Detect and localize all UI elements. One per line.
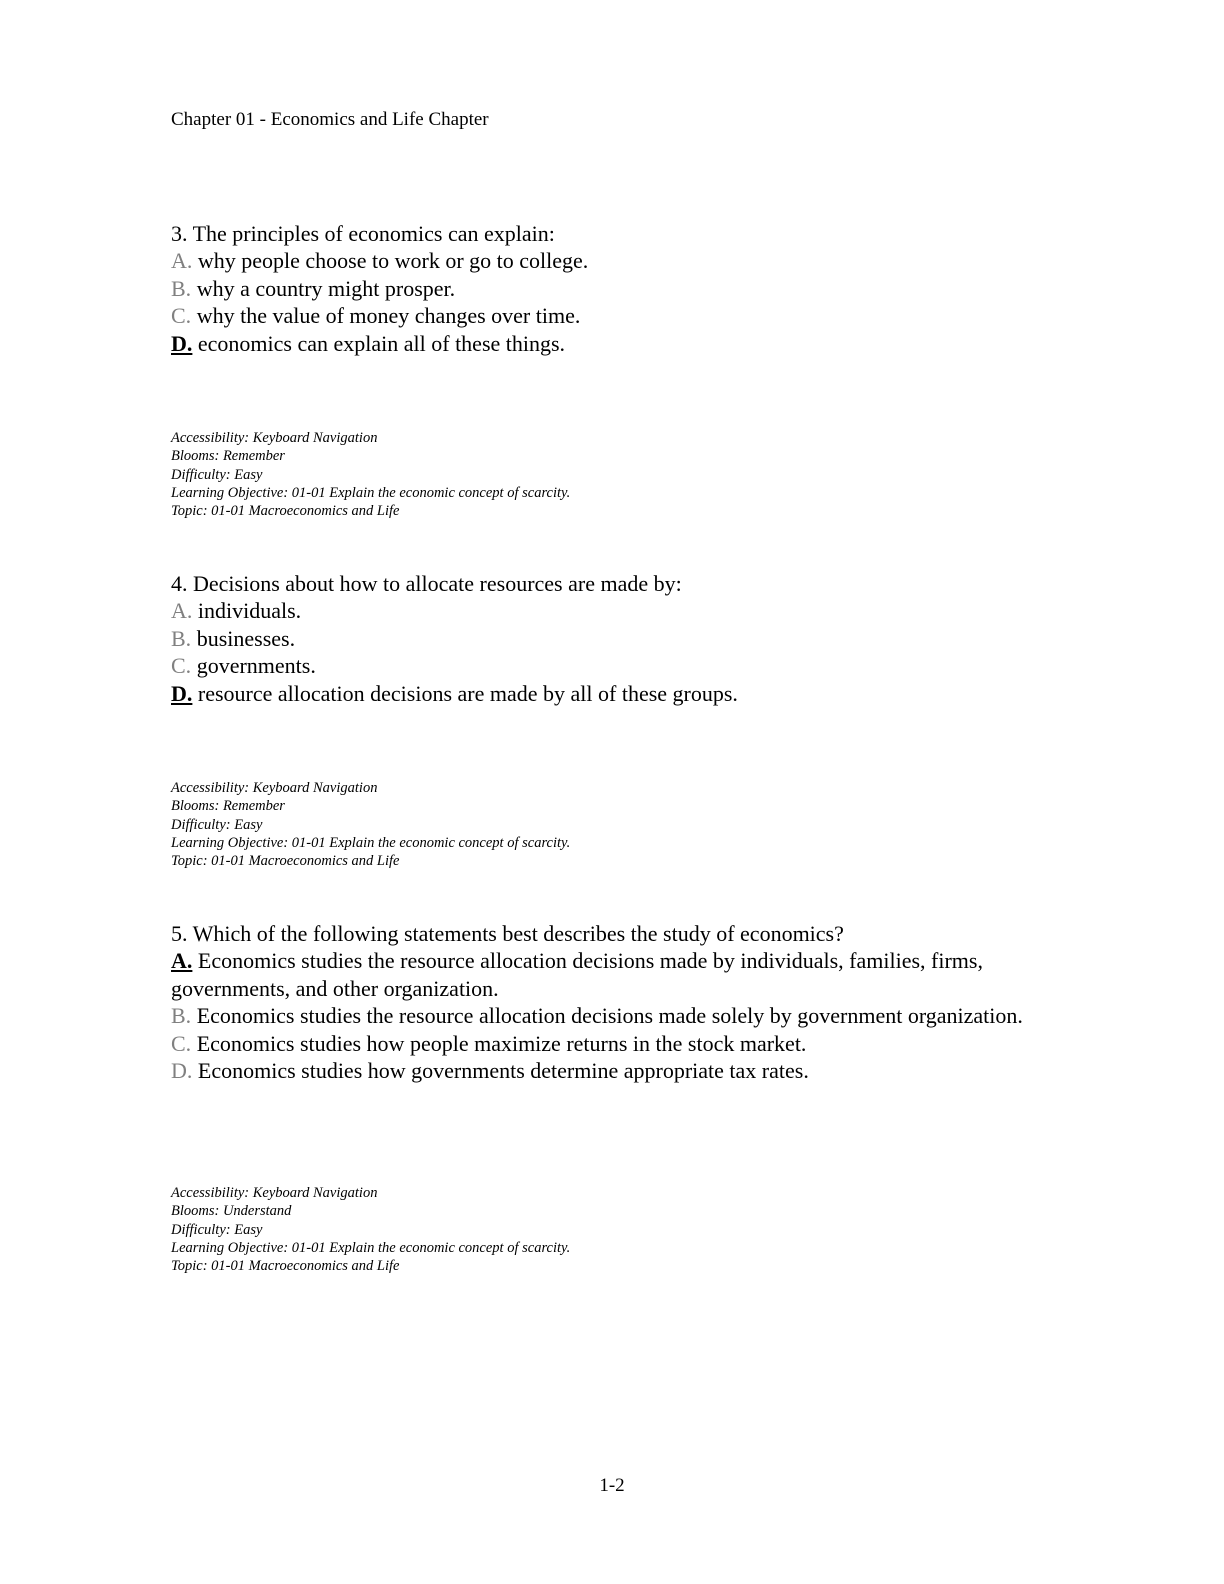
meta-accessibility: Accessibility: Keyboard Navigation (171, 430, 378, 446)
answer-option-c (171, 302, 1071, 329)
answer-option-d-correct (171, 330, 1071, 357)
page-number: 1-2 (599, 1475, 625, 1496)
option-text: Economics studies how governments determine appropriate tax rates. (192, 1058, 809, 1084)
option-letter: C. (171, 303, 192, 329)
option-letter: C. (171, 653, 192, 679)
answer-option-c (171, 652, 1071, 679)
option-letter: A. (171, 598, 193, 624)
meta-learning-objective: Learning Objective: 01-01 Explain the economic concept of scarcity. (171, 834, 571, 851)
option-text: economics can explain all of these things. (192, 330, 566, 356)
question-4 (171, 570, 1071, 707)
answer-option-d (171, 1057, 1071, 1084)
answer-option-a (171, 597, 1071, 624)
correct-option-letter: A. (171, 948, 193, 974)
answer-option-d-correct (171, 680, 1071, 707)
meta-difficulty: Difficulty: Easy (171, 816, 263, 833)
question-5-metadata (171, 1184, 570, 1275)
correct-option-letter: D. (171, 330, 193, 356)
meta-accessibility: Accessibility: Keyboard Navigation (171, 1185, 378, 1201)
option-letter: B. (171, 275, 192, 301)
option-text: individuals. (192, 598, 302, 624)
question-stem: 5. Which of the following statements best describes the study of economics? (171, 921, 844, 946)
option-text: businesses. (191, 625, 296, 651)
meta-difficulty: Difficulty: Easy (171, 1221, 263, 1238)
option-text: Economics studies the resource allocation decisions made solely by government organization. (191, 1003, 1023, 1029)
meta-accessibility: Accessibility: Keyboard Navigation (171, 780, 378, 796)
answer-option-b (171, 1002, 1071, 1029)
page-title: Chapter 01 - Economics and Life Chapter (171, 109, 489, 130)
option-letter: D. (171, 1058, 193, 1084)
option-letter: A. (171, 248, 193, 274)
meta-blooms: Blooms: Remember (171, 448, 285, 465)
question-3-metadata (171, 429, 570, 520)
meta-topic: Topic: 01-01 Macroeconomics and Life (171, 1258, 400, 1275)
option-text: why the value of money changes over time. (191, 303, 581, 329)
option-letter: B. (171, 625, 192, 651)
answer-option-b (171, 625, 1071, 652)
option-text: resource allocation decisions are made by all of these groups. (192, 680, 738, 706)
question-stem: 4. Decisions about how to allocate resources are made by: (171, 571, 682, 596)
meta-topic: Topic: 01-01 Macroeconomics and Life (171, 853, 400, 870)
answer-option-c (171, 1030, 1071, 1057)
option-letter: B. (171, 1003, 192, 1029)
option-text: Economics studies the resource allocation decisions made by individuals, families, firms, governments, and other organization. (171, 948, 983, 1001)
meta-learning-objective: Learning Objective: 01-01 Explain the economic concept of scarcity. (171, 1239, 571, 1256)
correct-option-letter: D. (171, 680, 193, 706)
question-5 (171, 920, 1071, 1084)
meta-topic: Topic: 01-01 Macroeconomics and Life (171, 503, 400, 520)
meta-learning-objective: Learning Objective: 01-01 Explain the economic concept of scarcity. (171, 484, 571, 501)
answer-option-a (171, 247, 1071, 274)
option-text: governments. (191, 653, 316, 679)
option-text: why a country might prosper. (191, 275, 456, 301)
option-text: Economics studies how people maximize returns in the stock market. (191, 1030, 807, 1056)
question-stem: 3. The principles of economics can explain: (171, 221, 555, 246)
meta-blooms: Blooms: Understand (171, 1203, 292, 1220)
question-4-metadata (171, 779, 570, 870)
meta-blooms: Blooms: Remember (171, 798, 285, 815)
option-text: why people choose to work or go to college. (192, 248, 589, 274)
answer-option-a-correct (171, 947, 1071, 1002)
question-3 (171, 220, 1071, 357)
meta-difficulty: Difficulty: Easy (171, 466, 263, 483)
answer-option-b (171, 275, 1071, 302)
option-letter: C. (171, 1030, 192, 1056)
